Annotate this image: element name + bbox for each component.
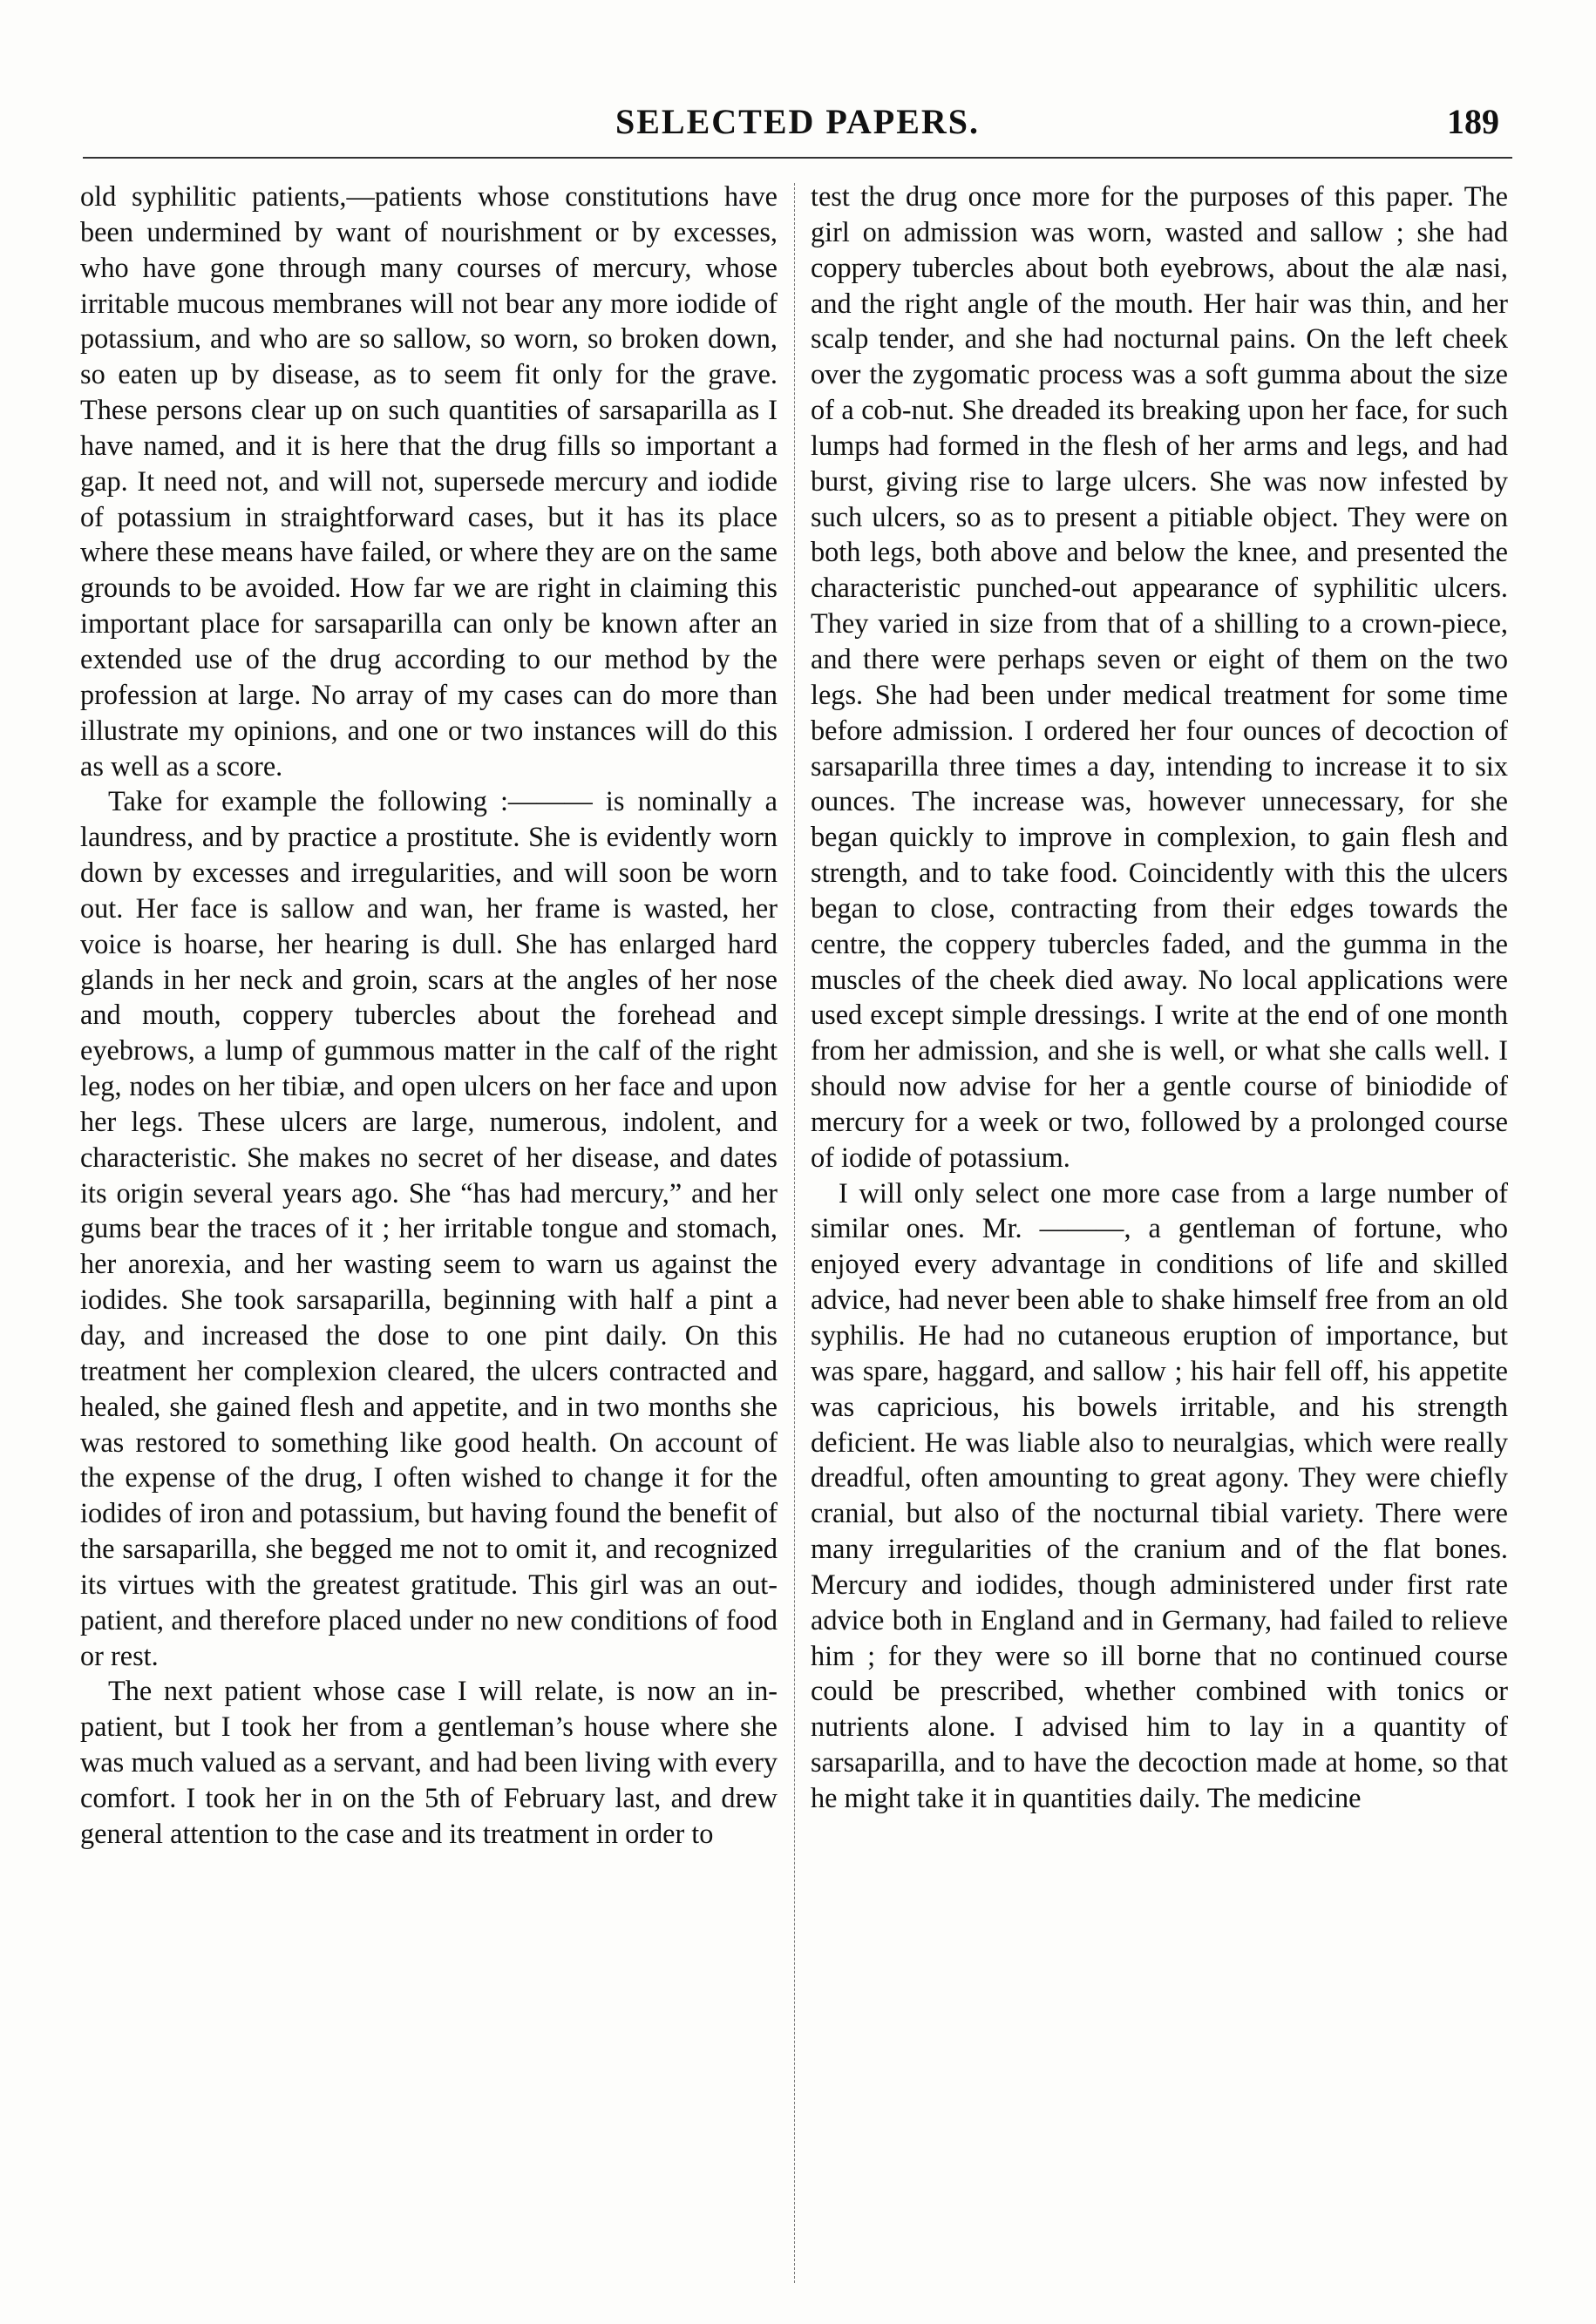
running-title: SELECTED PAPERS. — [615, 102, 980, 141]
paragraph: I will only select one more case from a large number of similar ones. Mr. ———, a gentleman of fortune, who enjoyed every advantage in conditions of life and skilled advice, had never been able to shake himself free from an old syphilis. He had no cutaneous eruption of importance, but was spare, haggard, and sallow ; his hair fell off, his appetite was capricious, his bowels irritable, and his strength deficient. He was liable also to neuralgias, which were really dreadful, often amounting to great agony. They were chiefly cranial, but also of the nocturnal tibial variety. There were many irregularities of the cranium and of the flat bones. Mercury and iodides, though administered under first rate advice both in England and in Germany, had failed to relieve him ; for they were so ill borne that no continued course could be prescribed, whether combined with tonics or nutrients alone. I advised him to lay in a quantity of sarsaparilla, and to have the decoction made at home, so that he might take it in quantities daily. The medicine — [811, 1176, 1508, 1813]
column-divider — [794, 183, 795, 2283]
paragraph: test the drug once more for the purposes of this paper. The girl on admission was worn, wasted and sallow ; she had coppery tubercles about both eyebrows, about the alæ nasi, and the right angle of the mouth. Her hair was thin, and her scalp tender, and she had nocturnal pains. On the left cheek over the zygomatic process was a soft gumma about the size of a cob-nut. She dreaded its breaking upon her face, for such lumps had formed in the flesh of her arms and legs, and had burst, giving rise to large ulcers. She was now infested by such ulcers, so as to present a pitiable object. They were on both legs, both above and below the knee, and presented the characteristic punched-out appearance of syphilitic ulcers. They varied in size from that of a shilling to a crown-piece, and there were perhaps seven or eight of them on the two legs. She had been under medical treatment for some time before admission. I ordered her four ounces of decoction of sarsaparilla three times a day, intending to increase it to six ounces. The increase was, however unnecessary, for she began quickly to improve in complexion, to gain flesh and strength, and to take food. Coincidently with this the ulcers began to close, contracting from their edges towards the centre, the coppery tubercles faded, and the gumma in the muscles of the cheek died away. No local applications were used except simple dressings. I write at the end of one month from her admission, and she is well, or what she calls well. I should now advise for her a gentle course of biniodide of mercury for a week or two, followed by a prolonged course of iodide of potassium. — [811, 180, 1508, 1173]
paragraph: old syphilitic patients,—patients whose constitutions have been undermined by want of nourishment or by excesses, who have gone through many courses of mercury, whose irritable mucous membranes will not bear any more iodide of potassium, and who are so sallow, so worn, so broken down, so eaten up by disease, as to seem fit only for the grave. These persons clear up on such quantities of sarsaparilla as I have named, and it is here that the drug fills so important a gap. It need not, and will not, supersede mercury and iodide of potassium in straightforward cases, but it has its place where these means have failed, or where they are on the same grounds to be avoided. How far we are right in claiming this important place for sarsaparilla can only be known after an extended use of the drug according to our method by the profession at large. No array of my cases can do more than illustrate my opinions, and one or two instances will do this as well as a score. — [80, 180, 778, 782]
left-column — [80, 179, 778, 1852]
right-column — [811, 179, 1508, 1816]
page-number: 189 — [1447, 102, 1499, 141]
running-header — [83, 96, 1512, 152]
header-rule — [83, 157, 1512, 159]
paragraph: Take for example the following :——— is nominally a laundress, and by practice a prostitute. She is evidently worn down by excesses and irregularities, and will soon be worn out. Her face is sallow and wan, her frame is wasted, her voice is hoarse, her hearing is dull. She has enlarged hard glands in her neck and groin, scars at the angles of her nose and mouth, coppery tubercles about the forehead and eyebrows, a lump of gummous matter in the calf of the right leg, nodes on her tibiæ, and open ulcers on her face and upon her legs. These ulcers are large, numerous, indolent, and characteristic. She makes no secret of her disease, and dates its origin several years ago. She “has had mercury,” and her gums bear the traces of it ; her irritable tongue and stomach, her anorexia, and her wasting seem to warn us against the iodides. She took sarsaparilla, beginning with half a pint a day, and increased the dose to one pint daily. On this treatment her complexion cleared, the ulcers contracted and healed, she gained flesh and appetite, and in two months she was restored to something like good health. On account of the expense of the drug, I often wished to change it for the iodides of iron and potassium, but having found the benefit of the sarsaparilla, she begged me not to omit it, and recognized its virtues with the greatest gratitude. This girl was an out-patient, and therefore placed under no new conditions of food or rest. — [80, 785, 778, 1671]
paragraph: The next patient whose case I will relate, is now an in-patient, but I took her from a gentleman’s house where she was much valued as a servant, and had been living with every comfort. I took her in on the 5th of February last, and drew general attention to the case and its treatment in order to — [80, 1675, 778, 1849]
